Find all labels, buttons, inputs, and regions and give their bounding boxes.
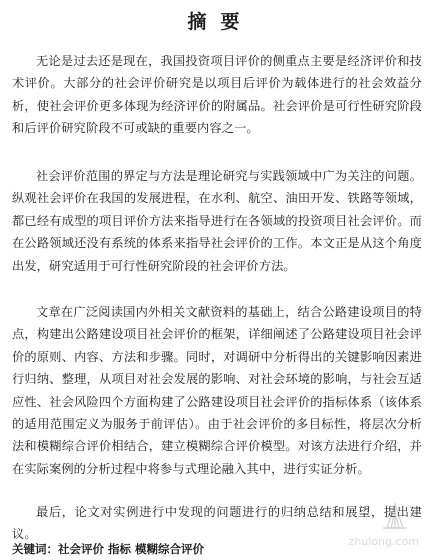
page-title: 摘要 xyxy=(187,11,254,33)
abstract-paragraph-1: 无论是过去还是现在，我国投资项目评价的侧重点主要是经济评价和技术评价。大部分的社会评价研究是以项目后评价为载体进行的社会效益分析，使社会评价更多体现为经济评价的附属品。社会评价是可行性研究阶段和后评价研究阶段不可或缺的重要内容之一。 xyxy=(12,54,422,136)
abstract-paragraph-4: 最后，论文对实例进行中发现的问题进行的归纳总结和展望，提出建议。 xyxy=(12,505,422,542)
zhulong-logo-icon xyxy=(337,498,419,534)
watermark-text: zhulong.com xyxy=(348,535,419,548)
abstract-paragraph-3: 文章在广泛阅读国内外相关文献资料的基础上，结合公路建设项目的特点，构建出公路建设项目社会评价的框架，详细阐述了公路建设项目社会评价的原则、内容、方法和步骤。同时，对调研中分析得出的关键影响因素进行归纳、整理，从项目对社会发展的影响、对社会环境的影响，与社会互适应性、社会风险四个方面构建了公路建设项目社会评价的指标体系（该体系的适用范围定义为服务于前评估）。由于社会评价的多目标性，将层次分析法和模糊综合评价相结合，建立模糊综合评价模型。对该方法进行介绍，并在实际案例的分析过程中将参与式理论融入其中，进行实证分析。 xyxy=(12,305,422,476)
watermark xyxy=(337,498,419,548)
abstract-paragraph-2: 社会评价范围的界定与方法是理论研究与实践领域中广为关注的问题。纵观社会评价在我国的发展进程，在水利、航空、油田开发、铁路等领域，都已经有成型的项目评价方法来指导进行在各领域的投资项目社会评价。而在公路领域还没有系统的体系来指导社会评价的工作。本文正是从这个角度出发，研究适用于可行性研究阶段的社会评价方法。 xyxy=(12,169,422,273)
keywords-line: 关键词：社会评价 指标 模糊综合评价 xyxy=(12,542,205,556)
